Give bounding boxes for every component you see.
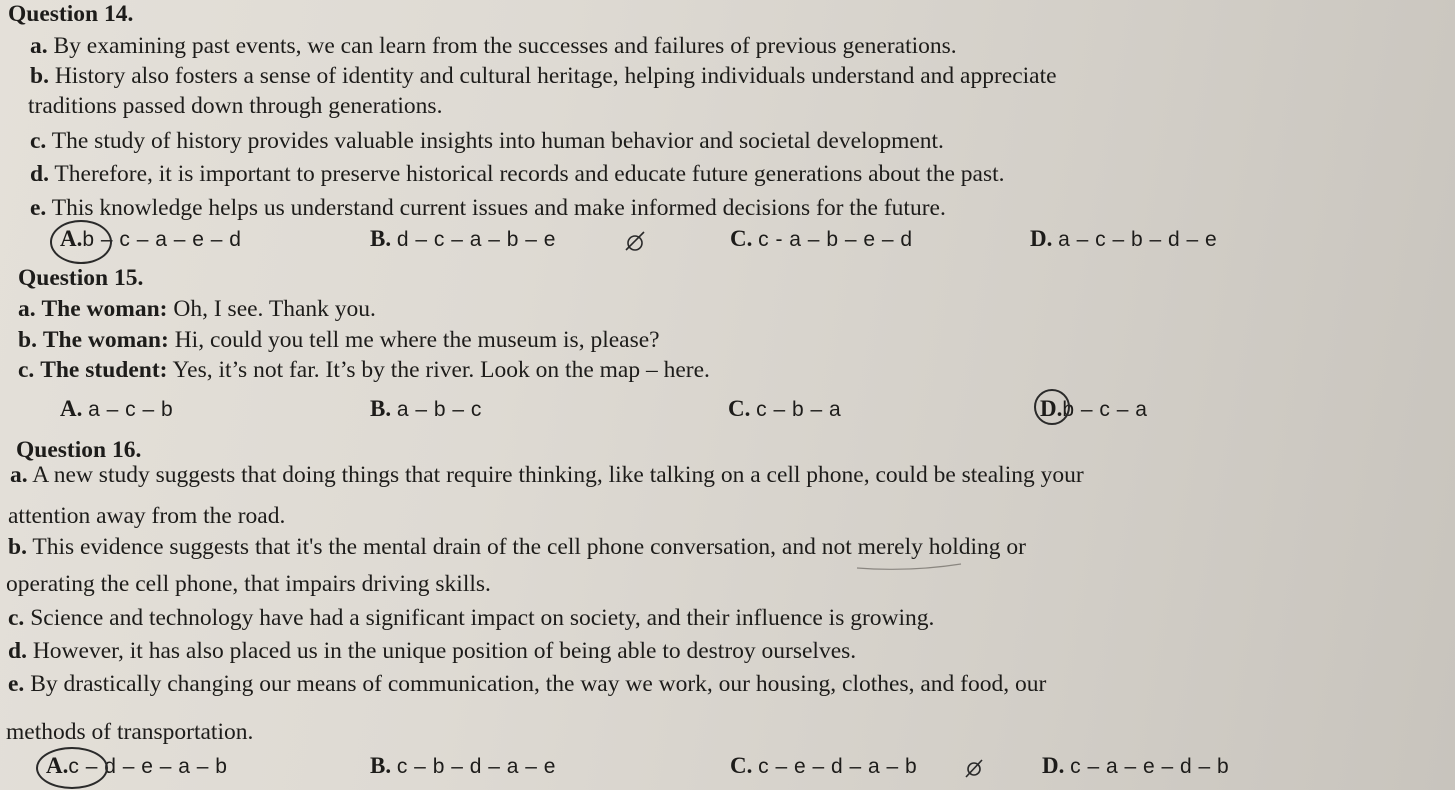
q15-options [0, 395, 1455, 425]
q16-option-b-seq: c – b – d – a – e [396, 755, 556, 778]
q14-options [0, 225, 1455, 255]
q16-item-e [8, 670, 1046, 698]
q14-item-d-text: Therefore, it is important to preserve historical records and educate future generations about the past. [54, 161, 1005, 187]
q16-item-c [8, 604, 934, 632]
q14-option-b-letter: B. [370, 226, 392, 251]
q15-option-c[interactable] [728, 395, 841, 424]
q15-item-a [18, 295, 376, 323]
q16-option-b-letter: B. [370, 753, 392, 778]
q16-item-e-label: e. [8, 671, 25, 697]
q16-item-e-text-2: methods of transportation. [6, 719, 254, 745]
question-15-title: Question 15. [18, 265, 144, 291]
q14-item-a [30, 32, 957, 60]
q16-option-a[interactable] [46, 752, 227, 781]
q15-item-a-text: Oh, I see. Thank you. [173, 296, 376, 322]
q15-option-a[interactable] [60, 395, 173, 424]
q14-option-d[interactable] [1030, 225, 1217, 254]
q16-option-d[interactable] [1042, 752, 1229, 781]
question-14-title: Question 14. [8, 1, 134, 27]
q16-option-d-letter: D. [1042, 753, 1065, 778]
q16-item-c-label: c. [8, 605, 25, 631]
q16-item-a-label: a. [10, 462, 28, 488]
q15-item-c-label: c. [18, 357, 35, 383]
q16-option-c[interactable] [730, 752, 917, 781]
q14-item-a-label: a. [30, 33, 48, 59]
q14-item-c-label: c. [30, 128, 47, 154]
q14-item-d [30, 160, 1005, 188]
q14-item-e-label: e. [30, 195, 47, 221]
q14-item-b-text-1: History also fosters a sense of identity and cultural heritage, helping individuals understand and appreciate [54, 63, 1057, 89]
q14-option-b-seq: d – c – a – b – e [396, 228, 556, 251]
q16-item-d-text: However, it has also placed us in the unique position of being able to destroy ourselves. [32, 638, 857, 664]
q14-option-c-letter: C. [730, 226, 753, 251]
q14-item-b-text-2: traditions passed down through generations. [28, 93, 443, 119]
q14-option-b[interactable] [370, 225, 556, 254]
q15-option-a-letter: A. [60, 396, 83, 421]
question-16-title: Question 16. [16, 437, 142, 463]
q16-item-b [8, 533, 1026, 561]
q14-option-a-seq: b – c – a – e – d [82, 228, 242, 251]
q15-option-d[interactable] [1040, 395, 1147, 424]
q16-option-c-letter: C. [730, 753, 753, 778]
q16-item-a-text-2: attention away from the road. [8, 503, 286, 529]
q16-item-a [10, 461, 1084, 489]
q15-option-b-seq: a – b – c [396, 398, 482, 421]
q15-item-b-text: Hi, could you tell me where the museum is, please? [174, 327, 660, 353]
q16-item-a-text-1: A new study suggests that doing things that require thinking, like talking on a cell phone, could be stealing your [32, 462, 1084, 488]
q15-item-b-speaker: The woman: [42, 327, 169, 353]
q14-item-d-label: d. [30, 161, 49, 187]
q14-item-a-text: By examining past events, we can learn from the successes and failures of previous generations. [53, 33, 957, 59]
q14-option-d-letter: D. [1030, 226, 1053, 251]
q15-item-b-label: b. [18, 327, 37, 353]
q16-options [0, 752, 1455, 782]
q16-item-d-label: d. [8, 638, 27, 664]
q16-item-d [8, 637, 856, 665]
pencil-underline [855, 560, 965, 572]
q14-option-c[interactable] [730, 225, 913, 254]
q15-option-d-seq: b – c – a [1062, 398, 1148, 421]
q16-item-b-text-2: operating the cell phone, that impairs driving skills. [6, 571, 491, 597]
q15-option-a-seq: a – c – b [88, 398, 174, 421]
q14-item-b-label: b. [30, 63, 49, 89]
q14-item-c-text: The study of history provides valuable insights into human behavior and societal development. [51, 128, 944, 154]
q15-item-c-text: Yes, it’s not far. It’s by the river. Look on the map – here. [172, 357, 710, 383]
q15-item-b [18, 326, 660, 354]
q15-item-c [18, 356, 710, 384]
q16-option-a-seq: c – d – e – a – b [68, 755, 228, 778]
q14-item-b [30, 62, 1057, 90]
q16-item-b-label: b. [8, 534, 27, 560]
q14-option-d-seq: a – c – b – d – e [1058, 228, 1218, 251]
q16-item-b-text-1: This evidence suggests that it's the mental drain of the cell phone conversation, and not merely holding or [32, 534, 1026, 560]
q14-item-c [30, 127, 944, 155]
q14-option-a[interactable] [60, 225, 241, 254]
q15-option-b-letter: B. [370, 396, 392, 421]
q15-option-c-letter: C. [728, 396, 751, 421]
q14-option-c-seq: c - a – b – e – d [758, 228, 913, 251]
q15-item-a-speaker: The woman: [41, 296, 168, 322]
q15-item-c-speaker: The student: [40, 357, 168, 383]
q14-option-a-letter: A. [60, 226, 83, 251]
q16-option-d-seq: c – a – e – d – b [1070, 755, 1230, 778]
q16-item-e-text-1: By drastically changing our means of communication, the way we work, our housing, clothes, and food, our [30, 671, 1047, 697]
q15-option-b[interactable] [370, 395, 482, 424]
q16-option-c-seq: c – e – d – a – b [758, 755, 918, 778]
q16-item-c-text: Science and technology have had a significant impact on society, and their influence is growing. [30, 605, 935, 631]
q15-option-c-seq: c – b – a [756, 398, 842, 421]
q14-item-e [30, 194, 946, 222]
q16-option-b[interactable] [370, 752, 556, 781]
q15-item-a-label: a. [18, 296, 36, 322]
q15-option-d-letter: D. [1040, 396, 1063, 421]
q16-option-a-letter: A. [46, 753, 69, 778]
q14-item-e-text: This knowledge helps us understand current issues and make informed decisions for the future. [51, 195, 946, 221]
